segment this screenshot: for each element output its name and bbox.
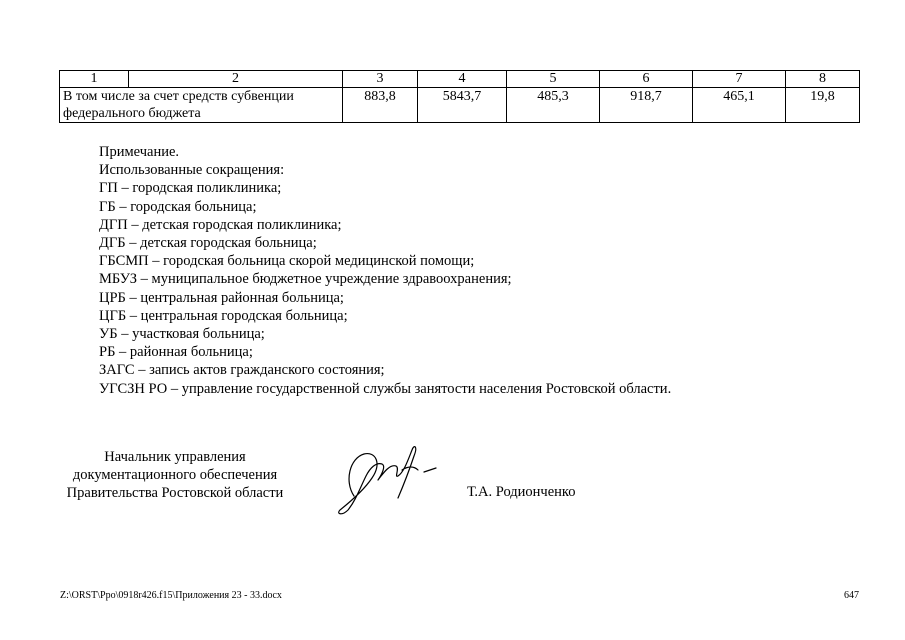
column-header: 5 [507, 71, 600, 88]
signatory-position [60, 448, 290, 503]
abbreviation-item: ГП – городская поликлиника; [99, 180, 282, 197]
column-header: 2 [129, 71, 343, 88]
footer-page-number: 647 [844, 590, 859, 601]
column-header: 6 [600, 71, 693, 88]
column-header: 1 [60, 71, 129, 88]
abbreviation-item: ГБСМП – городская больница скорой медицинской помощи; [99, 253, 475, 270]
notes-subtitle: Использованные сокращения: [99, 162, 285, 179]
row-label-cell [60, 88, 343, 123]
column-header: 7 [693, 71, 786, 88]
notes-section [99, 143, 671, 398]
table-cell: 918,7 [600, 88, 693, 123]
column-header: 4 [418, 71, 507, 88]
abbreviation-item: УБ – участковая больница; [99, 326, 265, 343]
budget-table [59, 70, 860, 123]
table-cell: 465,1 [693, 88, 786, 123]
abbreviation-item: ДГП – детская городская поликлиника; [99, 216, 342, 233]
column-header: 8 [786, 71, 860, 88]
footer-file-path: Z:\ORST\Ppo\0918r426.f15\Приложения 23 - 33.docx [60, 590, 282, 601]
handwritten-signature-icon [332, 436, 442, 518]
table-cell: 19,8 [786, 88, 860, 123]
column-header: 3 [343, 71, 418, 88]
table-cell: 485,3 [507, 88, 600, 123]
table-row [60, 88, 860, 123]
position-line: Начальник управления [104, 449, 246, 465]
position-line: документационного обеспечения [72, 467, 278, 484]
abbreviation-item: ЦГБ – центральная городская больница; [99, 307, 348, 324]
abbreviation-item: ГБ – городская больница; [99, 198, 257, 215]
table-cell: 5843,7 [418, 88, 507, 123]
row-label-line: федерального бюджета [63, 106, 201, 121]
abbreviation-item: ДГБ – детская городская больница; [99, 235, 317, 252]
row-label-line: В том числе за счет средств субвенции [63, 89, 294, 104]
data-table-container [59, 70, 859, 123]
position-line: Правительства Ростовской области [66, 485, 284, 502]
abbreviation-item: РБ – районная больница; [99, 344, 253, 361]
table-cell: 883,8 [343, 88, 418, 123]
abbreviation-item: УГСЗН РО – управление государственной службы занятости населения Ростовской области. [99, 380, 672, 397]
table-header-row [60, 71, 860, 88]
abbreviation-item: ЗАГС – запись актов гражданского состояния; [99, 362, 385, 379]
abbreviation-item: ЦРБ – центральная районная больница; [99, 289, 344, 306]
notes-title: Примечание. [99, 144, 180, 160]
signatory-name: Т.А. Родионченко [467, 484, 576, 500]
abbreviation-item: МБУЗ – муниципальное бюджетное учреждение здравоохранения; [99, 271, 512, 288]
